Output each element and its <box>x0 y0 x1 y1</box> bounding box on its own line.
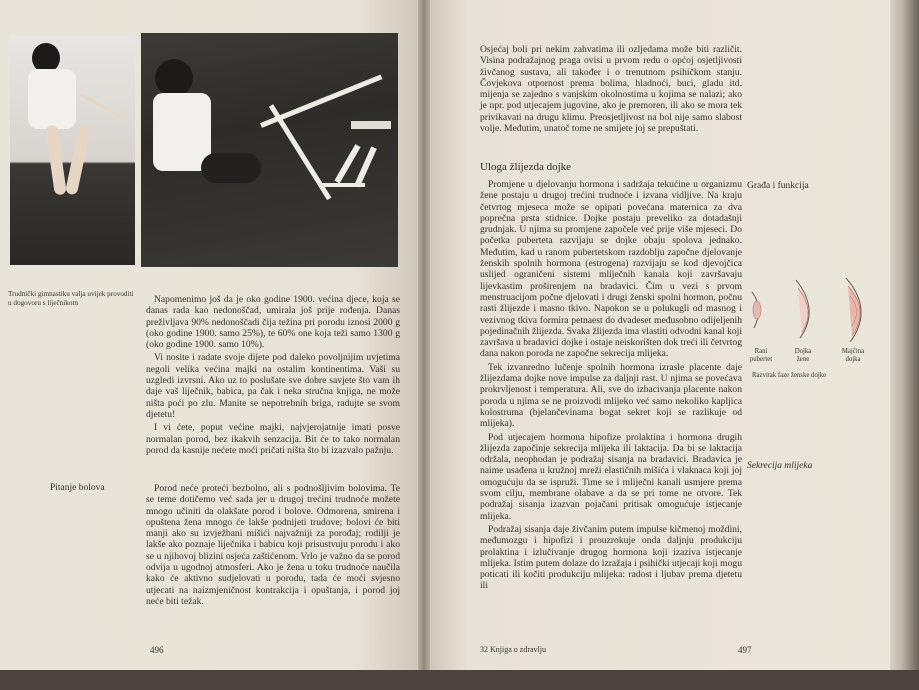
page-number-right: 497 <box>738 645 752 655</box>
exercise-photo-kneeling <box>141 33 398 267</box>
diagram-caption: Razvitak faze ženske dojke <box>752 372 827 379</box>
right-section-text <box>480 179 742 594</box>
photo-caption: Trudnički gimnastiku valja uvijek provoditi u dogovoru s liječnikom <box>8 290 134 307</box>
paragraph: Napomenimo još da je oko godine 1900. većina djece, koja se danas rada kao nedonoščad, umirala još prije rođenja. Danas preživljava 90% nedonoščadi čija težina pri porodu iznosi 2000 g (oko godine 1900. samo 25%), te 60% one koja teži samo 1300 g (oko godine 1900. samo 10%). <box>146 294 400 351</box>
paragraph: Tek izvanredno lučenje spolnih hormona izrasle placente daje žlijezdama dojke nove impulse za daljnji rast. U njima se povećava prokrvljenost i temperatura. Ali, sve do izbacivanja placente nakon poroda u njima se ne proizvodi mlijeko već samo nekoliko kapljica kolostruma (bjelančevinama bogat sekret koji se razlikuje od mlijeka). <box>480 361 742 430</box>
paragraph: I vi ćete, poput većine majki, najvjerojatnije imati posve normalan porod, bez ikakvih senzacija. Bit će to tako normalan porod da kasnije nećete moći pričati ništa što bi izazvalo pažnju. <box>146 422 400 456</box>
side-heading-pain: Pitanje bolova <box>50 483 105 493</box>
diagram-label: Dojka žene <box>794 348 812 363</box>
paragraph: Promjene u djelovanju hormona i sadržaja tekućine u organizmu žene postaju u drugoj trećini trudnoće i izvana vidljive. Na kraju četvrtog mjeseca može se opipati povećana maternica za dva poprečna prsta stidnice. Dojke postaju preveliko za dotadašnji grudnjak. U njima su promjene započele već prije više mjeseci. Do početka puberteta razvijaju se dojke obaju spolova jednako. Međutim, kad u ranom pubertetskom razdoblju započne djelovanje ženskih spolnih hormona (estrogena) razvijaju se kod djevojčica uslijed ograničeni sistemi mliječnih kanala koji završavaju lijevkastim proširenjem na bradavici. Čim u vezi s prvom menstruacijom počne djelovati i drugi ženski spolni hormon, počnu rasti žlijezde i masno tkivo. Napokon se u polukugli od masnog i vezivnog tkiva formira petnaest do dvadeset međusobno odijeljenih pojedinačnih žlijezda. Svaka žlijezda ima vlastiti odvodni kanal koji završava u bradavici dojke i ostaje neiskorišten dok treći ili četvrtog dana nakon poroda ne započne sekrecija mlijeka. <box>480 179 742 360</box>
left-text-top <box>146 294 400 458</box>
breast-development-illustration <box>746 272 871 347</box>
paragraph: Podražaj sisanja daje živčanim putem impulse kičmenoj moždini, međumozgu i hipofizi i prouzrokuje onda daljnju produkciju prolaktina i izlučivanje drugog hormona koji izaziva istjecanje mlijeka. Istim putem dolaze do izražaja i psihički utjecaji koji mogu poticati ili kočiti produkciju mlijeka: radost i ljubav prema djetetu ili <box>480 523 742 592</box>
right-intro <box>480 44 742 136</box>
breast-development-diagram <box>746 272 871 382</box>
book-cover-edge <box>890 0 919 690</box>
margin-heading-secretion: Sekrecija mlijeka <box>747 461 813 471</box>
exercise-photo-standing <box>10 35 135 265</box>
section-heading: Uloga žlijezda dojke <box>480 161 572 173</box>
left-page <box>0 0 418 670</box>
margin-heading-structure: Građa i funkcija <box>747 181 809 191</box>
paragraph: Vi nosite i radate svoje dijete pod daleko povoljnijim uvjetima negoli velika većina majki na ostalim kontinentima. Vaši su uzgledi izvrsni. Ako uz to poslušate sve dobre savjete što vam ih daje vaš liječnik, babica, pa čak i neka stručna knjiga, ne može ništa poći po zlu. Manite se nepotrebnih briga, radujte se svom djetetu! <box>146 352 400 420</box>
footer-signature: 32 Knjiga o zdravlju <box>480 645 546 654</box>
paragraph: Pod utjecajem hormona hipofize prolaktina i hormona drugih žlijezda započinje sekrecija mlijeka ili laktacija. Da bi se laktacija održala, neophodan je podražaj sisanja na bradavici. Bradavica je naime usađena u kružnoj mreži elastičnih mišića i vlaknaca koji joj omogućuju da se ispruži. Time se i mliječni kanali usmjere prema svom cilju, membrane olabave a da se pri tome ne otvore. Tek podražaj sisanja izazvan pojačani pritisak omogućuje istjecanje mlijeka. <box>480 431 742 522</box>
book-gutter <box>418 0 430 690</box>
paragraph: Porod neće proteći bezbolno, ali s podnošljivim bolovima. Te se teme dotičemo već sada jer u drugoj trećini trudnoće možete mnogo učiniti da olakšate porod i bolove. Odmorena, smirena i opuštena žena mnogo će lakše podnijeti trudove; bolovi će biti manji ako su izvježbani mišići najvažniji za porođaj; rodilji je lakše ako poznaje liječnika i babicu koji prisustvuju porodu i ako se u njihovoj blizini osjeća zaštićenom. Vrlo je važno da se porod odvija u ugodnoj atmosferi. Ako je žena u toku trudnoće naučila kako će aktivno sudjelovati u porodu, tada će moći svjesno utjecati na naizmjeničnost kontrakcija i opuštanja, i porod joj neće biti težak. <box>146 483 400 607</box>
diagram-label: Majčina dojka <box>841 348 865 363</box>
table-surface <box>0 670 919 690</box>
page-number-left: 496 <box>150 645 164 655</box>
paragraph: Osjećaj boli pri nekim zahvatima ili ozljedama može biti različit. Visina podražajnog praga ovisi u prvom redu o općoj osjetljivosti živčanog sustava, ali također i o trenutnom psihičkom stanju. Čovjekova otpornost prema bolima, hladnoći, buci, gladu itd. mijenja se zajedno s vanjskim okolnostima u kojima se nalazi; ako je npr. pod utjecajem jugovine, ako je premoren, ili ako se mora tek privikavati na drugu klimu. Preosjetljivost na bol nije samo slabost volje. Međutim, unatoč tome ne smijete joj se prepuštati. <box>480 44 742 135</box>
left-text-bottom <box>146 483 400 609</box>
diagram-label: Rani pubertet <box>749 348 773 363</box>
